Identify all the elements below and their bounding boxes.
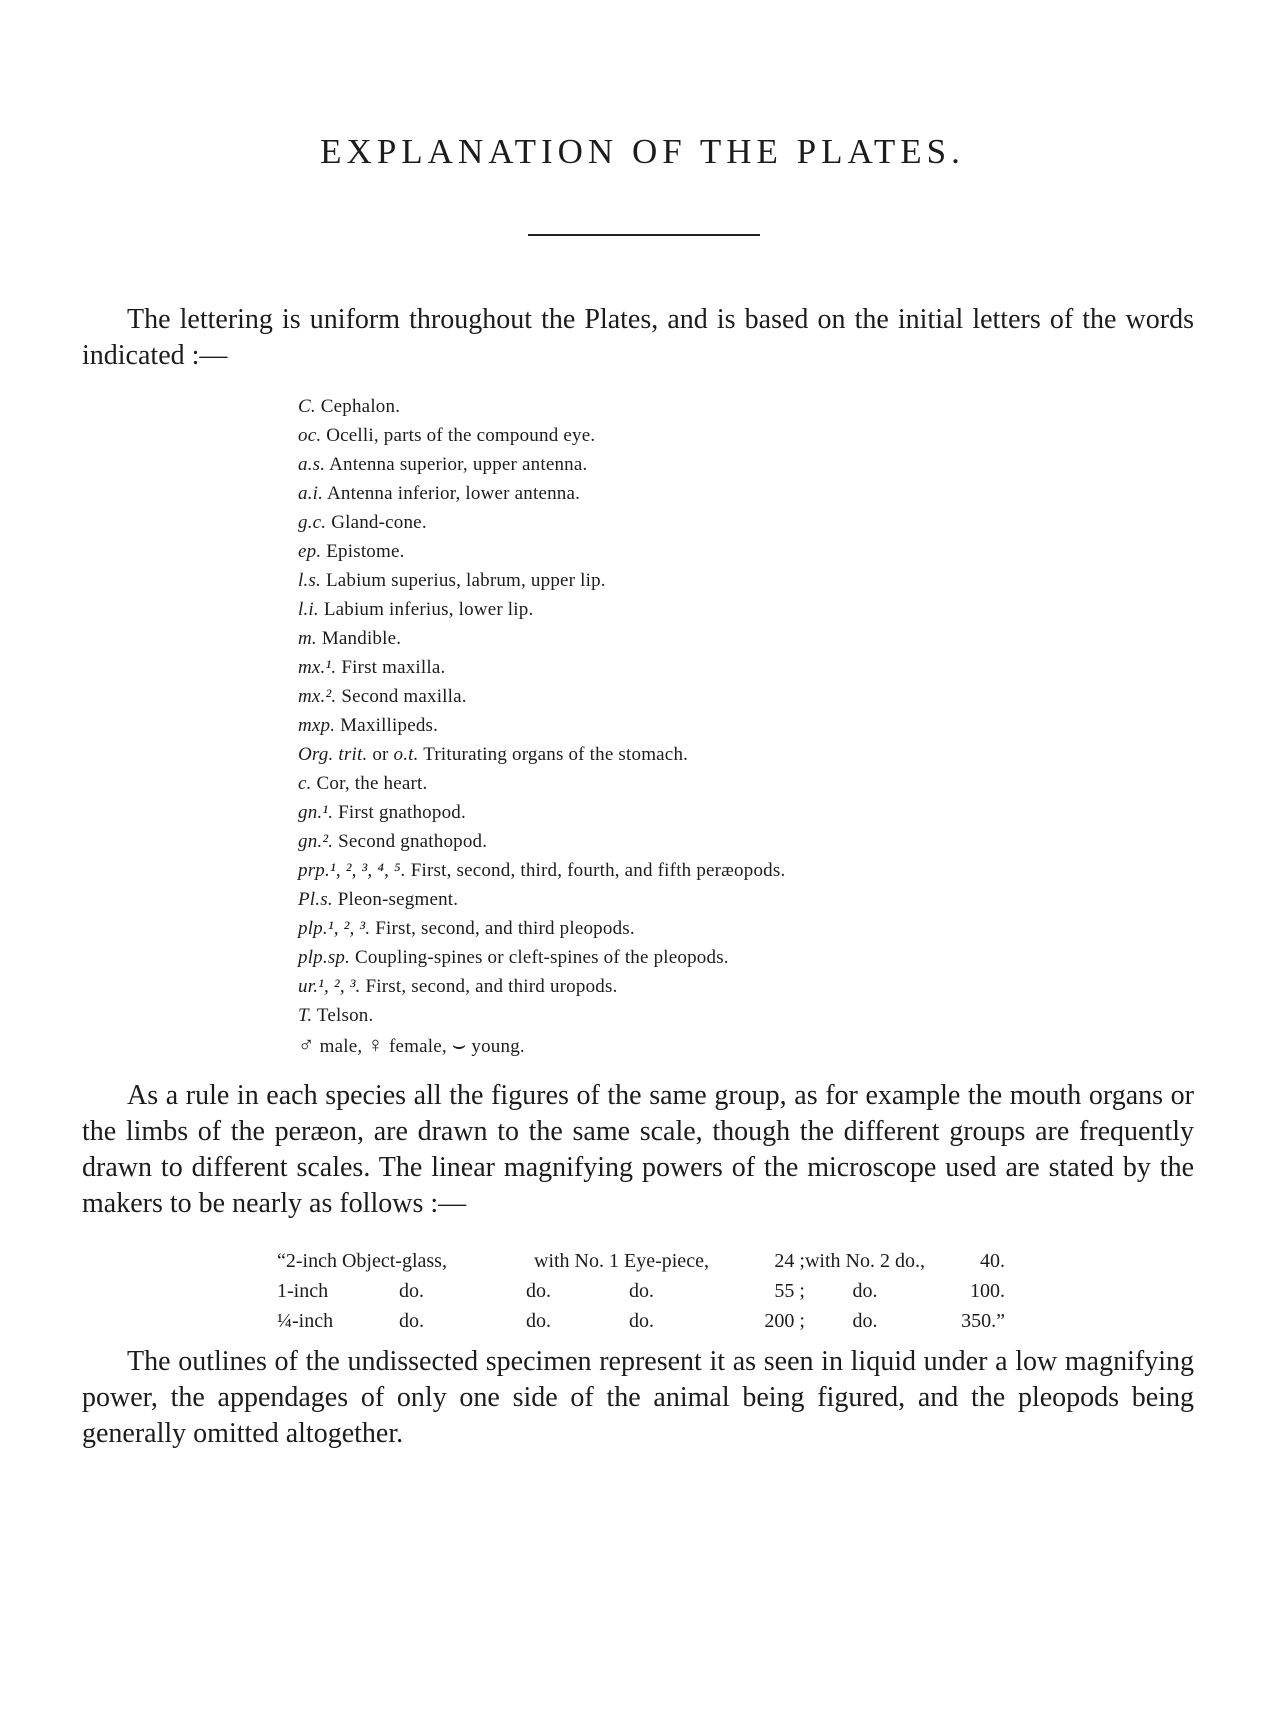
table-cell: do. — [399, 1280, 424, 1302]
outlines-paragraph: The outlines of the undissected specimen represent it as seen in liquid under a low magnifying power, the appendages of only one side of the animal being figured, and the pleopods being generally omitted altogether. — [82, 1346, 1194, 1449]
legend-abbr: mx.². — [298, 686, 337, 707]
legend-abbr: l.i. — [298, 599, 319, 620]
legend-abbr: gn.². — [298, 831, 334, 852]
legend-text: Cephalon. — [320, 396, 401, 417]
legend-text: Triturating organs of the stomach. — [423, 744, 689, 765]
legend-text: Telson. — [316, 1005, 374, 1026]
table-cell: do. — [399, 1310, 424, 1332]
legend-text-female: female, — [388, 1036, 447, 1057]
table-cell: 100. — [969, 1280, 1005, 1302]
legend-item — [298, 479, 785, 508]
female-symbol-icon: ♀ — [367, 1032, 384, 1057]
legend-text: Maxillipeds. — [340, 715, 439, 736]
table-cell: with No. 2 do., — [804, 1250, 925, 1272]
legend-connector: or — [372, 744, 389, 765]
legend-text: Second maxilla. — [341, 686, 467, 707]
legend-item — [298, 914, 785, 943]
lettering-legend — [298, 392, 785, 1059]
legend-text: Gland-cone. — [331, 512, 427, 533]
legend-text: Ocelli, parts of the compound eye. — [326, 425, 596, 446]
table-cell: 40. — [979, 1250, 1005, 1272]
legend-item — [298, 450, 785, 479]
legend-abbr: plp.sp. — [298, 947, 351, 968]
legend-text: Cor, the heart. — [316, 773, 428, 794]
legend-text: Antenna inferior, lower antenna. — [327, 483, 581, 504]
legend-item — [298, 1001, 785, 1030]
table-row — [277, 1276, 1005, 1306]
legend-abbr: ur.¹, ², ³. — [298, 976, 361, 997]
magnifying-powers-table — [277, 1246, 1005, 1336]
legend-text: Labium superius, labrum, upper lip. — [325, 570, 606, 591]
table-cell: 200 ; — [764, 1310, 805, 1332]
table-cell: do. — [629, 1310, 654, 1332]
legend-text: First, second, and third pleopods. — [375, 918, 635, 939]
table-row — [277, 1306, 1005, 1336]
legend-item — [298, 421, 785, 450]
legend-item — [298, 624, 785, 653]
legend-abbr: oc. — [298, 425, 322, 446]
legend-text: Pleon-segment. — [337, 889, 459, 910]
legend-item — [298, 508, 785, 537]
table-row — [277, 1246, 1005, 1276]
legend-text: Antenna superior, upper antenna. — [329, 454, 588, 475]
legend-abbr: c. — [298, 773, 312, 794]
table-cell: “2-inch Object-glass, — [277, 1250, 447, 1272]
legend-text: First, second, and third uropods. — [365, 976, 618, 997]
legend-item — [298, 653, 785, 682]
young-symbol-icon: ⌣ — [451, 1032, 467, 1057]
table-cell — [699, 1276, 709, 1306]
legend-item — [298, 943, 785, 972]
legend-abbr: C. — [298, 396, 316, 417]
legend-text: First, second, third, fourth, and fifth peræopods. — [410, 860, 786, 881]
table-cell: 350.” — [961, 1310, 1005, 1332]
legend-item — [298, 682, 785, 711]
legend-abbr: prp.¹, ², ³, ⁴, ⁵. — [298, 860, 406, 881]
legend-text: Coupling-spines or cleft-spines of the pleopods. — [355, 947, 729, 968]
table-cell: do. — [852, 1310, 878, 1332]
legend-item — [298, 972, 785, 1001]
legend-text: Second gnathopod. — [338, 831, 488, 852]
legend-abbr: T. — [298, 1005, 313, 1026]
legend-abbr-alt: o.t. — [393, 744, 419, 765]
table-cell: do. — [526, 1310, 551, 1332]
legend-item — [298, 885, 785, 914]
legend-text-male: male, — [319, 1036, 363, 1057]
legend-item-sex-symbols — [298, 1030, 785, 1059]
table-cell: with No. 1 Eye-piece, — [534, 1250, 709, 1272]
legend-item — [298, 856, 785, 885]
legend-abbr: mxp. — [298, 715, 336, 736]
legend-text-young: young. — [471, 1036, 525, 1057]
table-cell: ¼-inch — [277, 1310, 334, 1332]
male-symbol-icon: ♂ — [298, 1032, 315, 1057]
legend-item — [298, 798, 785, 827]
legend-item — [298, 595, 785, 624]
legend-text: Epistome. — [326, 541, 405, 562]
legend-item — [298, 566, 785, 595]
table-cell: 24 ; — [774, 1250, 805, 1272]
legend-abbr: Pl.s. — [298, 889, 333, 910]
legend-text: Mandible. — [321, 628, 402, 649]
legend-item — [298, 711, 785, 740]
legend-text: First gnathopod. — [338, 802, 466, 823]
legend-item — [298, 827, 785, 856]
legend-abbr: a.s. — [298, 454, 326, 475]
legend-abbr: l.s. — [298, 570, 321, 591]
intro-paragraph: The lettering is uniform throughout the Plates, and is based on the initial letters of the words indicated :— — [82, 304, 1194, 371]
table-cell: 55 ; — [774, 1280, 805, 1302]
legend-text: First maxilla. — [341, 657, 446, 678]
legend-item — [298, 537, 785, 566]
table-cell: 1-inch — [277, 1280, 329, 1302]
legend-abbr: Org. trit. — [298, 744, 368, 765]
legend-item — [298, 740, 785, 769]
legend-abbr: gn.¹. — [298, 802, 334, 823]
page-title: EXPLANATION OF THE PLATES. — [320, 132, 965, 171]
title-rule — [528, 234, 760, 236]
legend-abbr: ep. — [298, 541, 322, 562]
legend-abbr: m. — [298, 628, 317, 649]
legend-abbr: mx.¹. — [298, 657, 337, 678]
table-cell: do. — [852, 1280, 878, 1302]
legend-abbr: a.i. — [298, 483, 324, 504]
table-cell: do. — [629, 1280, 654, 1302]
legend-item — [298, 769, 785, 798]
scale-paragraph: As a rule in each species all the figures of the same group, as for example the mouth organs or the limbs of the peræon, are drawn to the same scale, though the different groups are frequently drawn to different scales. The linear magnifying powers of the microscope used are stated by the makers to be nearly as follows :— — [82, 1080, 1194, 1219]
legend-text: Labium inferius, lower lip. — [323, 599, 534, 620]
legend-abbr: g.c. — [298, 512, 327, 533]
table-cell: do. — [526, 1280, 551, 1302]
legend-abbr: plp.¹, ², ³. — [298, 918, 371, 939]
table-cell — [699, 1306, 709, 1336]
legend-item — [298, 392, 785, 421]
